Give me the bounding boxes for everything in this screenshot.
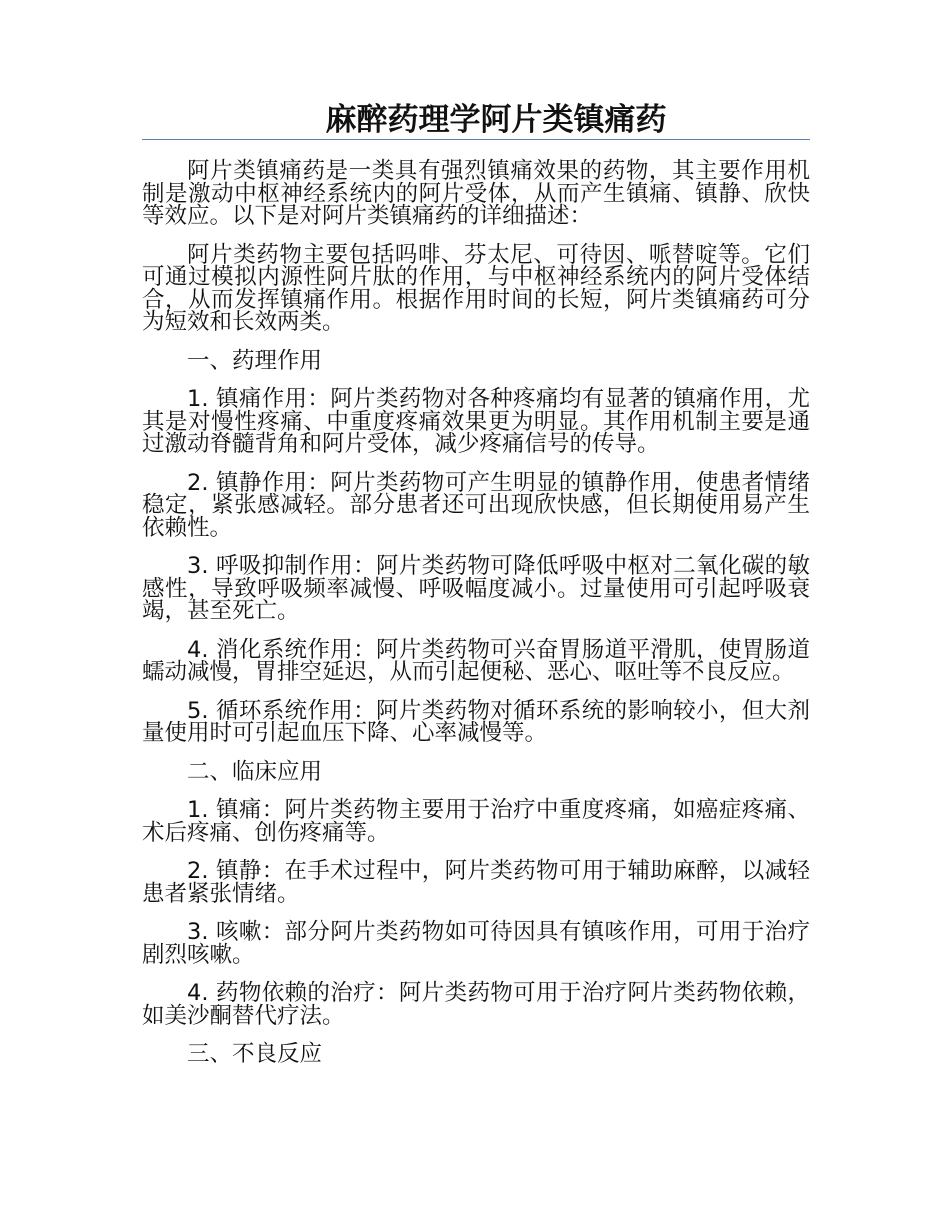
- list-item-clinical-analgesia: 1. 镇痛：阿片类药物主要用于治疗中重度疼痛，如癌症疼痛、术后疼痛、创伤疼痛等。: [142, 797, 810, 846]
- document-page: [142, 98, 810, 1066]
- title-block: [142, 98, 810, 144]
- section-heading-clinical: 二、临床应用: [187, 758, 323, 785]
- paragraph-intro: 阿片类镇痛药是一类具有强烈镇痛效果的药物，其主要作用机制是激动中枢神经系统内的阿片受体，从而产生镇痛、镇静、欣快等效应。以下是对阿片类镇痛药的详细描述：: [142, 158, 810, 229]
- list-item-clinical-cough: 3. 咳嗽：部分阿片类药物如可待因具有镇咳作用，可用于治疗剧烈咳嗽。: [142, 919, 810, 968]
- list-item-respiratory: 3. 呼吸抑制作用：阿片类药物可降低呼吸中枢对二氧化碳的敏感性，导致呼吸频率减慢、呼吸幅度减小。过量使用可引起呼吸衰竭，甚至死亡。: [142, 553, 810, 624]
- list-item-circulatory: 5. 循环系统作用：阿片类药物对循环系统的影响较小，但大剂量使用时可引起血压下降、心率减慢等。: [142, 697, 810, 746]
- list-item-clinical-dependence: 4. 药物依赖的治疗：阿片类药物可用于治疗阿片类药物依赖，如美沙酮替代疗法。: [142, 980, 810, 1029]
- document-title: 麻醉药理学阿片类镇痛药: [325, 102, 667, 138]
- section-heading-adverse: 三、不良反应: [187, 1041, 323, 1067]
- list-item-clinical-sedation: 2. 镇静：在手术过程中，阿片类药物可用于辅助麻醉，以减轻患者紧张情绪。: [142, 858, 810, 907]
- list-item-sedation: 2. 镇静作用：阿片类药物可产生明显的镇静作用，使患者情绪稳定，紧张感减轻。部分患者还可出现欣快感，但长期使用易产生依赖性。: [142, 469, 810, 541]
- list-item-digestive: 4. 消化系统作用：阿片类药物可兴奋胃肠道平滑肌，使胃肠道蠕动减慢，胃排空延迟，从而引起便秘、恶心、呕吐等不良反应。: [142, 636, 810, 685]
- title-underline: [142, 139, 810, 140]
- section-heading-pharmacology: 一、药理作用: [187, 347, 323, 374]
- paragraph-overview: 阿片类药物主要包括吗啡、芬太尼、可待因、哌替啶等。它们可通过模拟内源性阿片肽的作用，与中枢神经系统内的阿片受体结合，从而发挥镇痛作用。根据作用时间的长短，阿片类镇痛药可分为短效和长效两类。: [142, 241, 810, 335]
- list-item-analgesia: 1. 镇痛作用：阿片类药物对各种疼痛均有显著的镇痛作用，尤其是对慢性疼痛、中重度疼痛效果更为明显。其作用机制主要是通过激动脊髓背角和阿片受体，减少疼痛信号的传导。: [142, 386, 810, 457]
